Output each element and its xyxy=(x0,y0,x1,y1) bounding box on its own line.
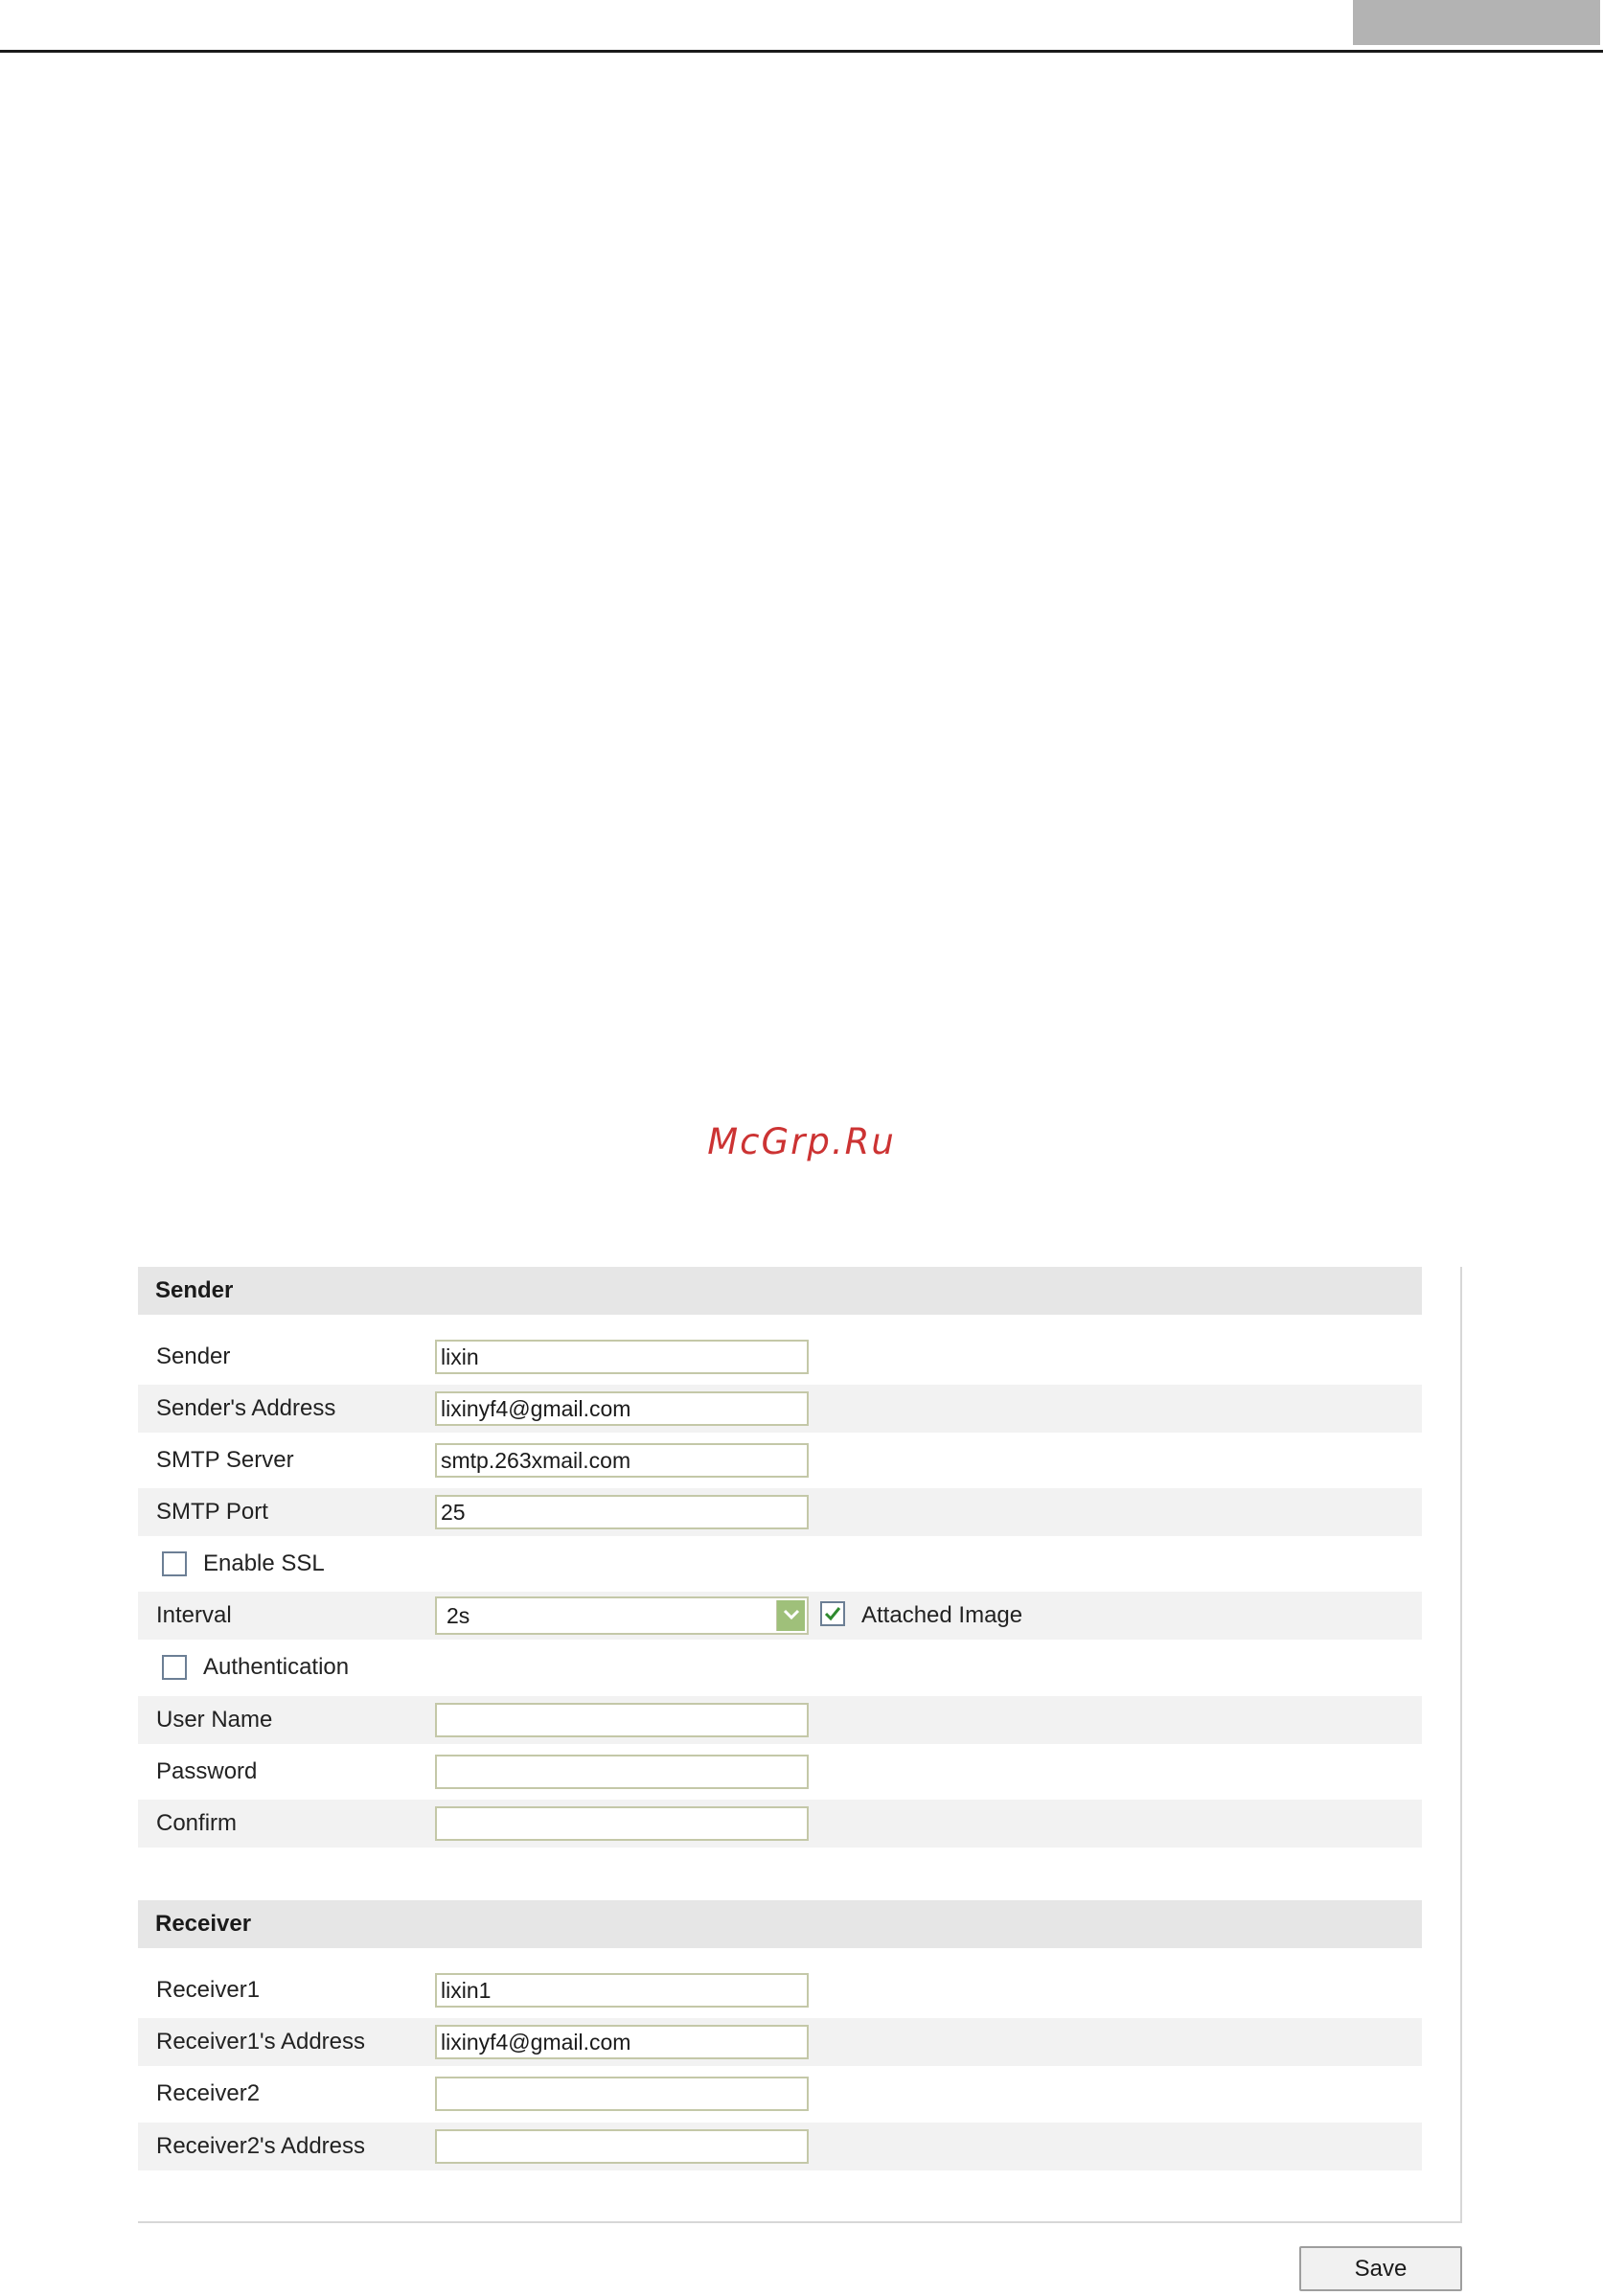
sender-address-row xyxy=(138,1385,1422,1433)
receiver2-address-label: Receiver2's Address xyxy=(156,2133,366,2159)
sender-address-input[interactable] xyxy=(435,1391,809,1426)
header-tab xyxy=(1353,0,1600,45)
authentication-checkbox[interactable] xyxy=(162,1655,187,1680)
password-label: Password xyxy=(156,1758,258,1784)
user-name-row xyxy=(138,1696,1422,1744)
sender-address-label: Sender's Address xyxy=(156,1395,336,1421)
receiver2-address-row xyxy=(138,2123,1422,2170)
receiver2-label: Receiver2 xyxy=(156,2080,261,2106)
smtp-server-input[interactable] xyxy=(435,1443,809,1478)
header-rule xyxy=(0,50,1603,53)
receiver1-address-row xyxy=(138,2018,1422,2066)
password-input[interactable] xyxy=(435,1755,809,1789)
confirm-row xyxy=(138,1800,1422,1848)
receiver-section-header: Receiver xyxy=(138,1900,1422,1948)
interval-select[interactable] xyxy=(435,1596,809,1635)
receiver2-input[interactable] xyxy=(435,2077,809,2111)
password-row xyxy=(138,1748,1422,1796)
confirm-label: Confirm xyxy=(156,1810,238,1836)
receiver1-address-input[interactable] xyxy=(435,2025,809,2059)
sender-section-header: Sender xyxy=(138,1267,1422,1315)
authentication-row xyxy=(138,1643,1422,1691)
enable-ssl-checkbox[interactable] xyxy=(162,1551,187,1576)
receiver2-address-input[interactable] xyxy=(435,2129,809,2164)
interval-label: Interval xyxy=(156,1602,232,1628)
receiver2-row xyxy=(138,2070,1422,2118)
confirm-input[interactable] xyxy=(435,1806,809,1841)
checkmark-icon xyxy=(824,1605,841,1622)
receiver1-address-label: Receiver1's Address xyxy=(156,2029,366,2055)
watermark: McGrp.Ru xyxy=(707,1121,896,1162)
receiver1-label: Receiver1 xyxy=(156,1977,261,2003)
chevron-down-icon[interactable] xyxy=(776,1600,805,1631)
enable-ssl-label: Enable SSL xyxy=(203,1550,325,1576)
save-button[interactable]: Save xyxy=(1299,2246,1462,2291)
receiver1-input[interactable] xyxy=(435,1973,809,2008)
interval-row xyxy=(138,1592,1422,1640)
interval-selected-value: 2s xyxy=(447,1603,470,1628)
smtp-port-input[interactable] xyxy=(435,1495,809,1529)
smtp-port-row xyxy=(138,1488,1422,1536)
sender-row xyxy=(138,1333,1422,1381)
sender-input[interactable] xyxy=(435,1340,809,1374)
enable-ssl-row xyxy=(138,1540,1422,1588)
receiver1-row xyxy=(138,1966,1422,2014)
user-name-input[interactable] xyxy=(435,1703,809,1737)
smtp-server-label: SMTP Server xyxy=(156,1447,294,1473)
smtp-port-label: SMTP Port xyxy=(156,1499,268,1525)
email-settings-panel xyxy=(138,1267,1462,2223)
authentication-label: Authentication xyxy=(203,1654,350,1680)
smtp-server-row xyxy=(138,1436,1422,1484)
attached-image-checkbox[interactable] xyxy=(820,1601,845,1626)
sender-label: Sender xyxy=(156,1343,231,1369)
user-name-label: User Name xyxy=(156,1707,273,1733)
attached-image-label: Attached Image xyxy=(861,1602,1023,1628)
